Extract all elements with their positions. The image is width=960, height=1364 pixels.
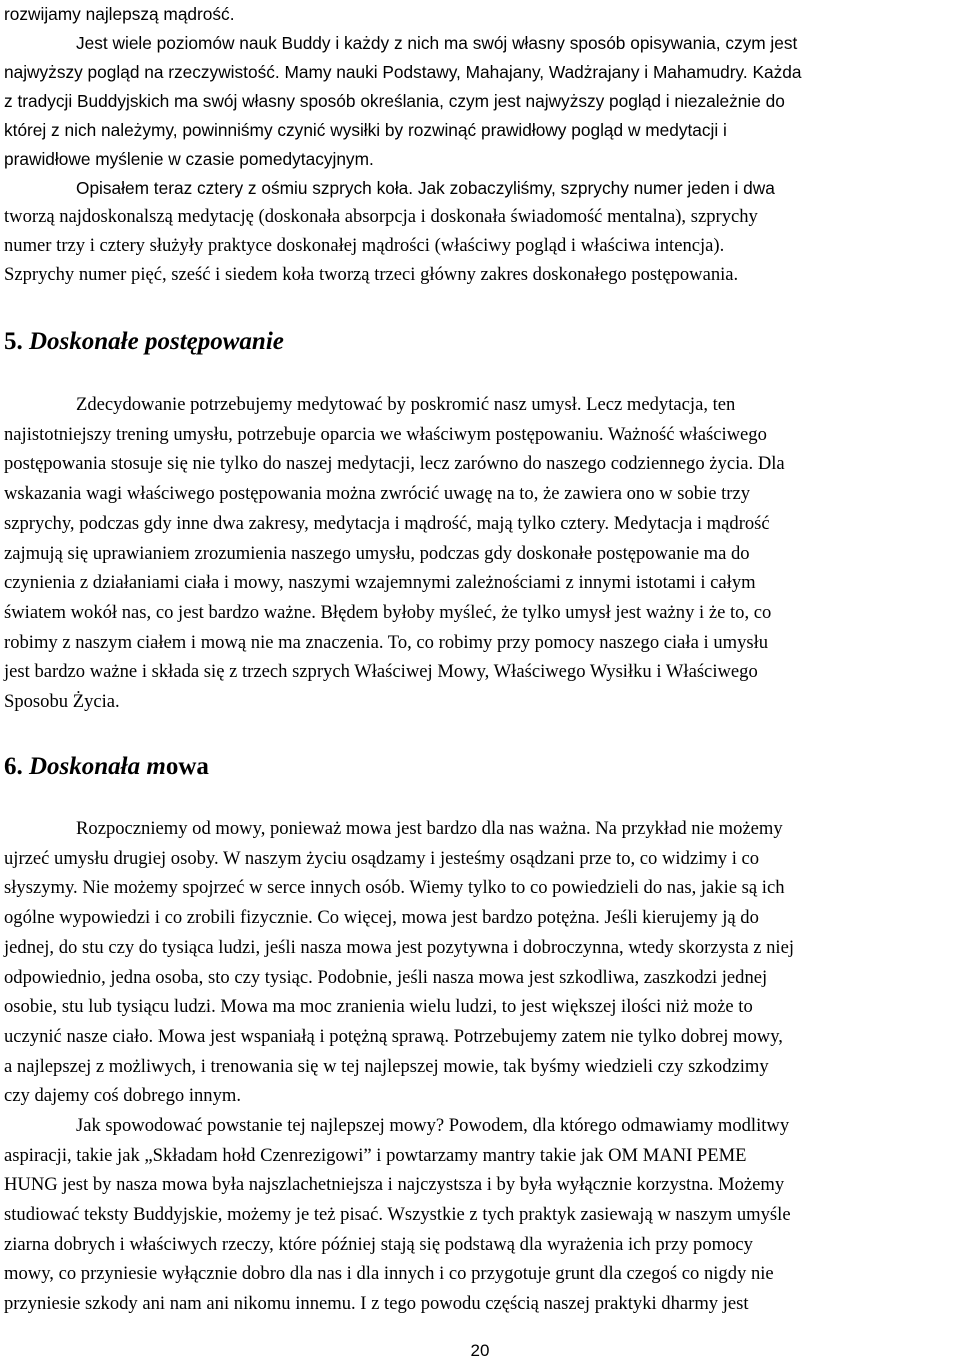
- text-line: Sposobu Życia.: [4, 691, 120, 712]
- text-line: prawidłowe myślenie w czasie pomedytacyjnym.: [4, 149, 374, 169]
- text-line: jednej, do stu czy do tysiąca ludzi, jeśli nasza mowa jest pozytywna i dobroczynna, wtedy skorzysta z niej: [4, 937, 795, 958]
- text-line: jest bardzo ważne i składa się z trzech szprych Właściwej Mowy, Właściwego Wysiłku i Właściwego: [4, 661, 758, 682]
- heading-title: Doskonałe postępowanie: [29, 328, 284, 355]
- text-line: z tradycji Buddyjskich ma swój własny sposób określania, czym jest najwyższy pogląd i niezależnie do: [4, 91, 785, 111]
- text-line: numer trzy i cztery służyły praktyce doskonałej mądrości (właściwy pogląd i właściwa intencja).: [4, 235, 725, 256]
- text-line: postępowania stosuje się nie tylko do naszej medytacji, lecz zarówno do naszego codziennego życia. Dla: [4, 453, 785, 474]
- text-line: Opisałem teraz cztery z ośmiu szprych koła. Jak zobaczyliśmy, szprychy numer jeden i dwa: [76, 178, 775, 198]
- text-line: ziarna dobrych i właściwych rzeczy, które później stają się podstawą dla wyrażenia ich przy pomocy: [4, 1234, 753, 1255]
- text-line: której z nich należymy, powinniśmy czynić wysiłki by rozwinąć prawidłowy pogląd w medytacji i: [4, 120, 727, 140]
- text-line: wskazania wagi właściwego postępowania można zwrócić uwagę na to, że zawiera ono w sobie trzy: [4, 483, 751, 504]
- text-line: czynienia z działaniami ciała i mowy, naszymi wzajemnymi zależnościami z innymi istotami i całym: [4, 572, 756, 593]
- text-line: robimy z naszym ciałem i mową nie ma znaczenia. To, co robimy przy pomocy naszego ciała i umysłu: [4, 632, 769, 653]
- text-line: przyniesie szkody ani nam ani nikomu innemu. I z tego powodu częścią naszej praktyki dharmy jest: [4, 1293, 749, 1314]
- text-line: najistotniejszy trening umysłu, potrzebuje oparcia we właściwym postępowaniu. Ważność właściwego: [4, 424, 767, 445]
- text-line: czy dajemy coś dobrego innym.: [4, 1085, 242, 1106]
- heading-title: Doskonała m: [29, 753, 166, 780]
- text-line: osobie, stu lub tysiącu ludzi. Mowa ma moc zranienia wielu ludzi, to jest większej ilości niż może to: [4, 996, 753, 1017]
- heading-number: 6.: [4, 753, 23, 780]
- text-line: HUNG jest by nasza mowa była najszlachetniejsza i najczystsza i by była wyłącznie korzystna. Możemy: [4, 1174, 785, 1195]
- text-line: Rozpoczniemy od mowy, ponieważ mowa jest bardzo dla nas ważna. Na przykład nie możemy: [76, 818, 783, 839]
- text-line: rozwijamy najlepszą mądrość.: [4, 4, 235, 24]
- text-line: aspiracji, takie jak „Składam hołd Czenrezigowi” i powtarzamy mantry takie jak OM MANI PEME: [4, 1145, 747, 1166]
- text-line: a najlepszej z możliwych, i trenowania się w tej najlepszej mowie, tak byśmy wiedzieli czy szkodzimy: [4, 1056, 769, 1077]
- text-line: Szprychy numer pięć, sześć i siedem koła tworzą trzeci główny zakres doskonałego postępowania.: [4, 264, 739, 285]
- text-line: Jest wiele poziomów nauk Buddy i każdy z nich ma swój własny sposób opisywania, czym jest: [76, 33, 798, 53]
- text-line: światem wokół nas, co jest bardzo ważne. Błędem byłoby myśleć, że tylko umysł jest ważny i że to, co: [4, 602, 772, 623]
- text-line: słyszymy. Nie możemy spojrzeć w serce innych osób. Wiemy tylko to co powiedzieli do nas, jakie są ich: [4, 877, 785, 898]
- text-line: ujrzeć umysłu drugiej osoby. W naszym życiu osądzamy i jesteśmy osądzani prze to, co widzimy i co: [4, 848, 760, 869]
- heading-number: 5.: [4, 328, 23, 355]
- text-line: uczynić nasze ciało. Mowa jest wspaniałą i potężną sprawą. Potrzebujemy zatem nie tylko dobrej mowy,: [4, 1026, 783, 1047]
- text-line: studiować teksty Buddyjskie, możemy je też pisać. Wszystkie z tych praktyk zasiewają w naszym umyśle: [4, 1204, 791, 1225]
- text-line: odpowiednio, jedna osoba, sto czy tysiąc. Podobnie, jeśli nasza mowa jest szkodliwa, zaszkodzi jednej: [4, 967, 768, 988]
- text-line: Zdecydowanie potrzebujemy medytować by poskromić nasz umysł. Lecz medytacja, ten: [76, 394, 736, 415]
- heading-title-rest: owa: [165, 753, 209, 780]
- text-line: najwyższy pogląd na rzeczywistość. Mamy nauki Podstawy, Mahajany, Wadżrajany i Mahamudry. Każda: [4, 62, 802, 82]
- text-line: mowy, co przyniesie wyłącznie dobro dla nas i dla innych i co przygotuje grunt dla czegoś co nigdy nie: [4, 1263, 774, 1284]
- text-line: Jak spowodować powstanie tej najlepszej mowy? Powodem, dla którego odmawiamy modlitwy: [76, 1115, 790, 1136]
- page-number: 20: [470, 1341, 490, 1360]
- section-heading-5: [4, 328, 284, 356]
- text-line: tworzą najdoskonalszą medytację (doskonała absorpcja i doskonała świadomość mentalna), szprychy: [4, 206, 758, 227]
- text-line: zajmują się uprawianiem zrozumienia naszego umysłu, podczas gdy doskonałe postępowanie ma do: [4, 543, 750, 564]
- text-line: ogólne wypowiedzi i co zrobili fizycznie. Co więcej, mowa jest bardzo potężna. Jeśli kierujemy ją do: [4, 907, 759, 928]
- text-line: szprychy, podczas gdy inne dwa zakresy, medytacja i mądrość, mają tylko cztery. Medytacja i mądrość: [4, 513, 770, 534]
- section-heading-6: [4, 753, 209, 781]
